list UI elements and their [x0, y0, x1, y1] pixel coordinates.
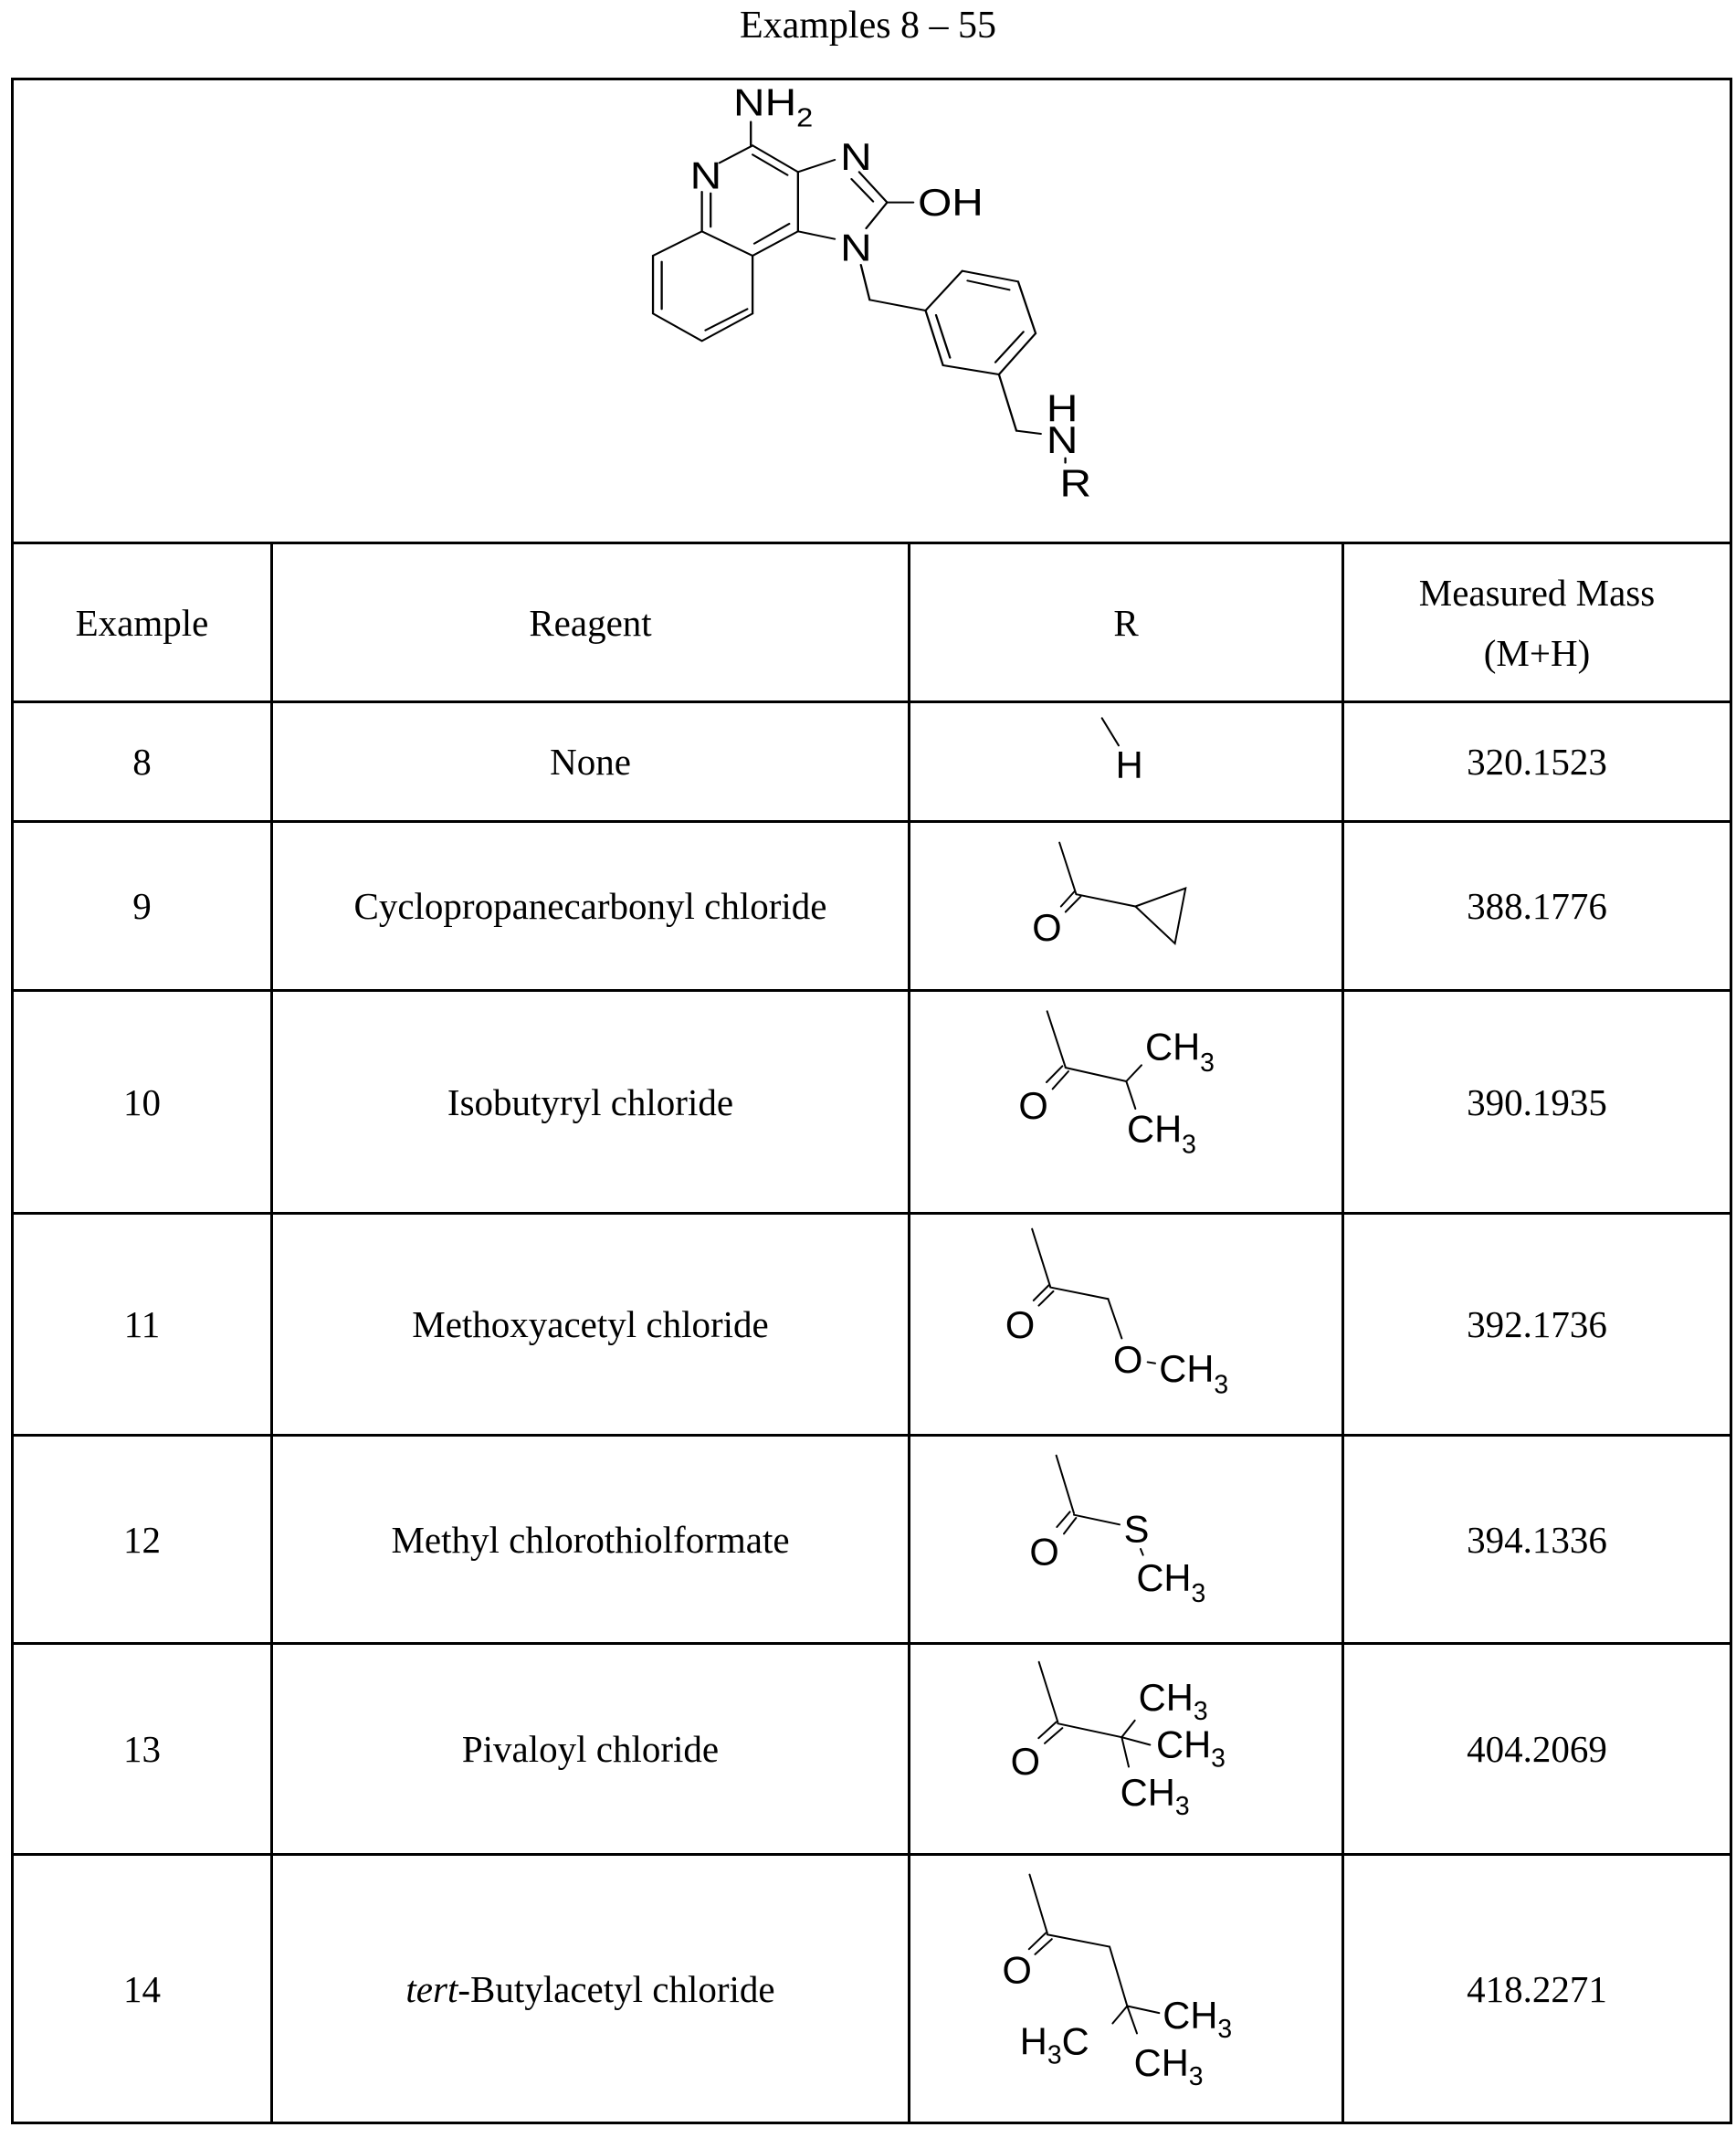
atom-label: O [1113, 1338, 1142, 1381]
reagent-cell [272, 1855, 910, 2123]
atom-label: O [1029, 1531, 1058, 1574]
amine-label [733, 81, 813, 132]
atom-label: CH [1163, 1994, 1217, 2037]
r-group-tert-butylacetyl [959, 1855, 1324, 2122]
atom-label: CH [1139, 1676, 1194, 1719]
reagent-cell: Methoxyacetyl chloride [272, 1214, 910, 1436]
examples-table [11, 78, 1732, 2124]
table-row [13, 1855, 1731, 2123]
atom-label: CH [1134, 2041, 1189, 2084]
atom-label: CH [1136, 1556, 1191, 1599]
atom-label: O [1003, 1949, 1032, 1992]
atom-label: O [1032, 906, 1061, 949]
r-group-cyclopropanecarbonyl [959, 822, 1324, 991]
atom-subscript: 3 [1214, 1369, 1228, 1398]
reagent-name: -Butylacetyl chloride [458, 1968, 774, 2010]
atom-subscript: 3 [1182, 1130, 1196, 1159]
methyl-label [1134, 2041, 1204, 2091]
methyl-label-left [1020, 2020, 1089, 2070]
table-row [13, 991, 1731, 1214]
atom-label: CH [1156, 1723, 1211, 1766]
atom-label: CH [1145, 1026, 1200, 1069]
header-measured-mass [1343, 543, 1731, 702]
methyl-label [1127, 1108, 1196, 1160]
example-cell: 8 [13, 702, 272, 822]
atom-label: O [1018, 1084, 1047, 1127]
atom-subscript: 3 [1194, 1697, 1208, 1726]
table-row [13, 702, 1731, 822]
table-row [13, 1214, 1731, 1436]
reagent-cell: None [272, 702, 910, 822]
atom-label: H [1020, 2020, 1047, 2063]
reagent-cell: Methyl chlorothiolformate [272, 1436, 910, 1644]
atom-label: S [1124, 1508, 1150, 1551]
mass-cell: 320.1523 [1343, 702, 1731, 822]
example-cell: 10 [13, 991, 272, 1214]
r-group-cell [910, 991, 1343, 1214]
reagent-italic-prefix: tert [405, 1968, 458, 2010]
header-r: R [910, 543, 1343, 702]
atom-subscript: 3 [1211, 1744, 1226, 1774]
atom-label: C [1062, 2020, 1089, 2063]
example-cell: 13 [13, 1644, 272, 1855]
atom-label: R [1059, 461, 1091, 504]
atom-subscript: 3 [1192, 1579, 1206, 1608]
header-row [13, 543, 1731, 702]
atom-label: OH [918, 181, 984, 224]
r-group-methoxyacetyl [959, 1223, 1324, 1436]
mass-cell: 418.2271 [1343, 1855, 1731, 2123]
mass-cell: 388.1776 [1343, 822, 1731, 991]
atom-subscript: 3 [1189, 2061, 1204, 2091]
mass-cell: 404.2069 [1343, 1644, 1731, 1855]
core-structure-diagram [594, 73, 1142, 530]
reagent-cell: Isobutyryl chloride [272, 991, 910, 1214]
atom-label: H [1047, 387, 1078, 430]
example-cell: 11 [13, 1214, 272, 1436]
r-group-cell [910, 1436, 1343, 1644]
methyl-label [1163, 1994, 1232, 2043]
methyl-label [1121, 1771, 1190, 1821]
example-cell: 9 [13, 822, 272, 991]
core-structure-row [13, 79, 1731, 543]
atom-label: CH [1127, 1108, 1182, 1151]
example-cell: 14 [13, 1855, 272, 2123]
reagent-cell: Pivaloyl chloride [272, 1644, 910, 1855]
atom-label: H [1116, 743, 1143, 786]
table-row [13, 1436, 1731, 1644]
r-group-methylthiocarbonyl [959, 1436, 1324, 1642]
atom-subscript: 3 [1217, 2014, 1232, 2043]
atom-label: N [1047, 418, 1078, 461]
atom-label: CH [1159, 1347, 1214, 1390]
mass-cell: 392.1736 [1343, 1214, 1731, 1436]
r-group-cell [910, 1214, 1343, 1436]
mass-cell: 390.1935 [1343, 991, 1731, 1214]
methyl-label [1139, 1676, 1208, 1726]
atom-subscript: 3 [1175, 1792, 1190, 1821]
header-mass-line2: (M+H) [1484, 632, 1591, 674]
r-group-hydrogen [959, 711, 1324, 820]
atom-label: CH [1121, 1771, 1175, 1814]
atom-subscript: 2 [796, 103, 813, 132]
table-row [13, 1644, 1731, 1855]
atom-label: NH [733, 81, 796, 124]
example-cell: 12 [13, 1436, 272, 1644]
atom-label: N [840, 135, 872, 178]
header-example: Example [13, 543, 272, 702]
atom-subscript: 3 [1047, 2040, 1062, 2070]
r-group-cell [910, 1644, 1343, 1855]
header-reagent: Reagent [272, 543, 910, 702]
r-group-cell [910, 822, 1343, 991]
methyl-label [1145, 1026, 1215, 1078]
atom-label: N [690, 154, 722, 197]
r-group-isobutyryl [959, 991, 1324, 1205]
r-group-cell [910, 702, 1343, 822]
atom-label: O [1005, 1303, 1035, 1346]
r-group-pivaloyl [959, 1650, 1324, 1854]
page-title: Examples 8 – 55 [0, 4, 1736, 47]
atom-subscript: 3 [1200, 1048, 1215, 1078]
table-row [13, 822, 1731, 991]
methyl-label [1159, 1347, 1228, 1399]
r-group-cell [910, 1855, 1343, 2123]
atom-label: N [840, 226, 872, 269]
header-mass-line1: Measured Mass [1419, 572, 1655, 614]
methyl-label [1156, 1723, 1226, 1774]
core-structure-cell [13, 79, 1731, 543]
atom-label: O [1011, 1740, 1040, 1783]
mass-cell: 394.1336 [1343, 1436, 1731, 1644]
reagent-cell: Cyclopropanecarbonyl chloride [272, 822, 910, 991]
methyl-label [1136, 1556, 1205, 1608]
